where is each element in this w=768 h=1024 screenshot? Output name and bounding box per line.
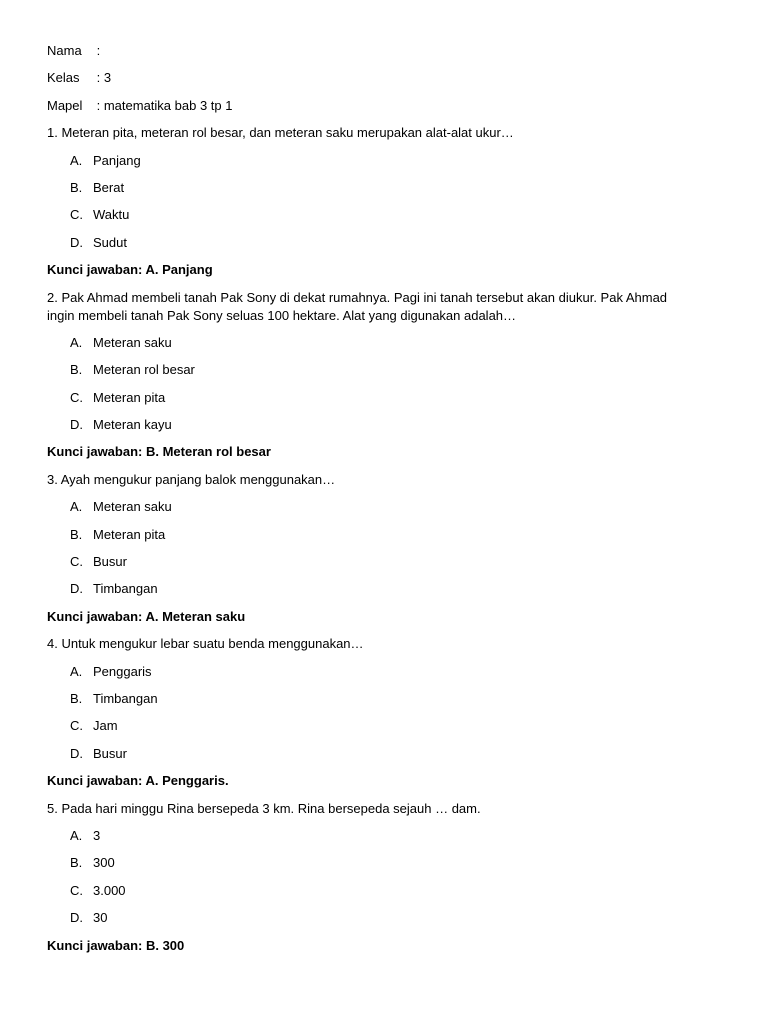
question-block [47, 124, 697, 279]
option-text: Meteran pita [93, 389, 166, 405]
question-block [47, 635, 697, 790]
option-letter: D. [70, 581, 83, 597]
option-letter: D. [70, 745, 83, 761]
option-text: Busur [93, 554, 127, 570]
option-letter: B. [70, 855, 83, 871]
question-block [47, 289, 697, 462]
answer-key: Kunci jawaban: A. Penggaris. [47, 773, 229, 789]
option-item [47, 526, 697, 544]
question-text: 5. Pada hari minggu Rina bersepeda 3 km. Rina bersepeda sejauh … dam. [47, 800, 481, 816]
option-letter: C. [70, 882, 83, 898]
option-text: Meteran saku [93, 499, 172, 515]
option-letter: A. [70, 152, 83, 168]
option-letter: A. [70, 663, 83, 679]
option-letter: A. [70, 827, 83, 843]
option-letter: B. [70, 526, 83, 542]
option-text: Berat [93, 179, 125, 195]
question-text: 4. Untuk mengukur lebar suatu benda menggunakan… [47, 636, 364, 652]
option-item [47, 334, 697, 352]
option-letter: C. [70, 718, 83, 734]
option-text: Meteran pita [93, 526, 166, 542]
option-letter: D. [70, 234, 83, 250]
option-text: Waktu [93, 207, 130, 223]
option-text: Timbangan [93, 690, 158, 706]
option-text: Meteran saku [93, 334, 172, 350]
option-text: 3 [93, 827, 101, 843]
option-text: Timbangan [93, 581, 158, 597]
answer-key: Kunci jawaban: A. Meteran saku [47, 608, 246, 624]
mapel-row [47, 97, 697, 115]
question-block [47, 471, 697, 626]
option-letter: D. [70, 417, 83, 433]
option-item [47, 580, 697, 598]
option-letter: A. [70, 334, 83, 350]
option-item [47, 690, 697, 708]
question-text: 2. Pak Ahmad membeli tanah Pak Sony di dekat rumahnya. Pagi ini tanah tersebut akan diukur. Pak Ahmad ingin membeli tanah Pak Sony seluas 100 hektare. Alat yang digunakan adalah… [47, 289, 668, 323]
option-letter: C. [70, 207, 83, 223]
option-item [47, 553, 697, 571]
nama-label: Nama [47, 43, 82, 58]
option-text: Busur [93, 745, 127, 761]
option-item [47, 152, 697, 170]
question-block [47, 800, 697, 955]
option-text: Meteran rol besar [93, 362, 195, 378]
answer-key: Kunci jawaban: B. 300 [47, 937, 185, 953]
option-letter: D. [70, 910, 83, 926]
nama-value: : [96, 43, 101, 58]
option-text: 300 [93, 855, 115, 871]
kelas-row [47, 69, 697, 87]
answer-key: Kunci jawaban: B. Meteran rol besar [47, 444, 271, 460]
option-letter: B. [70, 179, 83, 195]
nama-row [47, 42, 697, 60]
kelas-label: Kelas [47, 70, 80, 86]
option-item [47, 827, 697, 845]
option-letter: C. [70, 554, 83, 570]
option-item [47, 498, 697, 516]
option-item [47, 854, 697, 872]
option-text: Panjang [93, 152, 141, 168]
option-item [47, 745, 697, 763]
option-letter: A. [70, 499, 83, 515]
option-letter: C. [70, 389, 83, 405]
question-text: 1. Meteran pita, meteran rol besar, dan meteran saku merupakan alat-alat ukur… [47, 125, 514, 141]
option-item [47, 179, 697, 197]
option-text: Meteran kayu [93, 417, 172, 433]
mapel-value: : matematika bab 3 tp 1 [96, 97, 233, 113]
option-item [47, 234, 697, 252]
option-text: Sudut [93, 234, 127, 250]
option-item [47, 206, 697, 224]
question-text: 3. Ayah mengukur panjang balok menggunakan… [47, 471, 336, 487]
option-item [47, 909, 697, 927]
option-item [47, 416, 697, 434]
mapel-label: Mapel [47, 97, 83, 113]
option-item [47, 717, 697, 735]
option-text: Jam [93, 718, 118, 734]
option-item [47, 882, 697, 900]
option-item [47, 361, 697, 379]
worksheet-page [47, 42, 697, 964]
option-text: 30 [93, 910, 108, 926]
option-text: Penggaris [93, 663, 152, 679]
option-letter: B. [70, 690, 83, 706]
kelas-value: : 3 [96, 70, 112, 86]
option-item [47, 663, 697, 681]
option-letter: B. [70, 362, 83, 378]
option-text: 3.000 [93, 882, 126, 898]
option-item [47, 389, 697, 407]
answer-key: Kunci jawaban: A. Panjang [47, 262, 213, 278]
